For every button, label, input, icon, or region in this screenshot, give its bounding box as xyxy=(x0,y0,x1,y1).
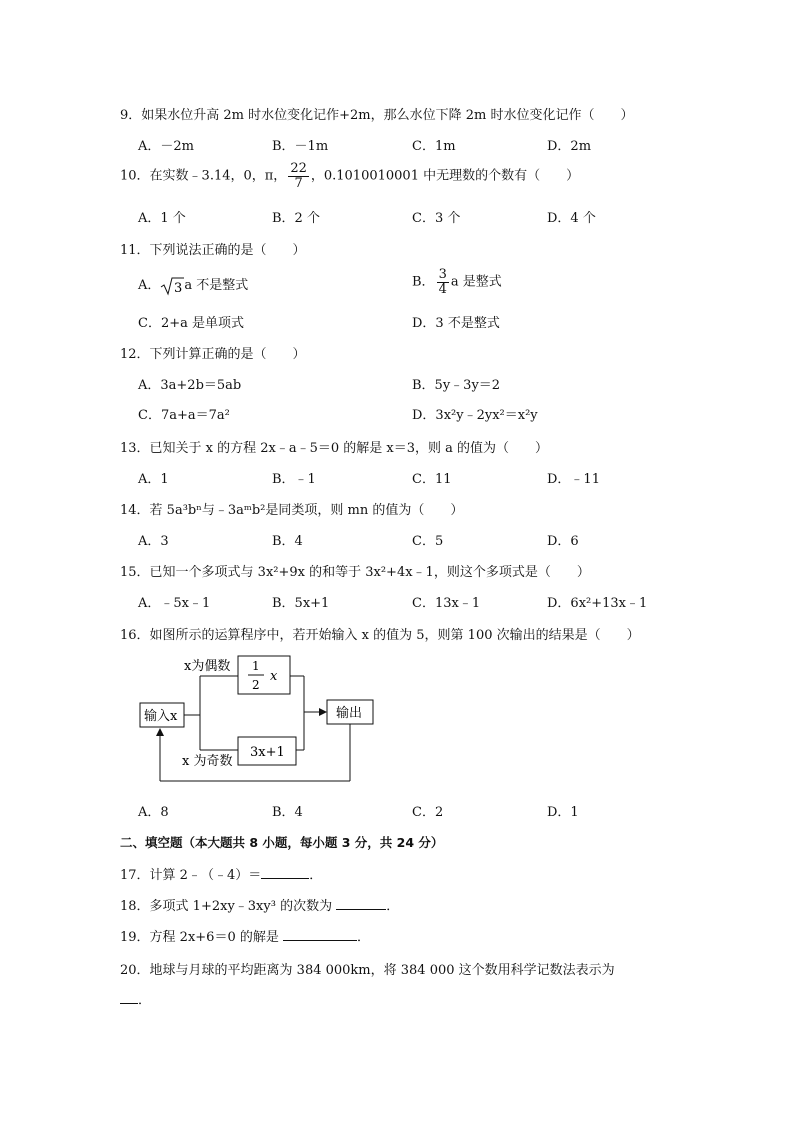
q17-answer-blank[interactable] xyxy=(261,878,309,879)
q11-option-a-label: A． xyxy=(138,278,161,293)
flow-input-label: 输入x xyxy=(144,709,178,724)
q12-option-b: B．5y﹣3y＝2 xyxy=(412,378,501,393)
q11-option-b xyxy=(412,268,502,296)
q12-option-d: D．3x²y﹣2yx²＝x²y xyxy=(412,408,538,423)
q19-line xyxy=(120,926,370,945)
q15-option-d: D．6x²+13x﹣1 xyxy=(547,596,648,611)
q18-period: ． xyxy=(386,899,400,914)
q11-stem: 11．下列说法正确的是（ ） xyxy=(120,243,306,258)
section-2-heading: 二、填空题（本大题共 8 小题，每小题 3 分，共 24 分） xyxy=(120,835,444,850)
q19-period: ． xyxy=(356,930,370,945)
flow-output-label: 输出 xyxy=(336,706,363,721)
q10-option-c: C．3 个 xyxy=(412,211,461,226)
q14-option-d: D．6 xyxy=(547,534,579,549)
flow-even-label: x为偶数 xyxy=(184,659,231,674)
q9-option-d: D．2m xyxy=(547,139,592,154)
q20-period: ． xyxy=(138,993,152,1008)
q10-option-d: D．4 个 xyxy=(547,211,596,226)
q11-option-b-fraction xyxy=(437,268,449,296)
q15-option-a: A．﹣5x﹣1 xyxy=(138,596,211,611)
q14-option-a: A．3 xyxy=(138,534,169,549)
q10-option-a: A．1 个 xyxy=(138,211,186,226)
flow-odd-label: x 为奇数 xyxy=(182,754,233,769)
q17-line xyxy=(120,864,322,883)
q16-stem: 16．如图所示的运算程序中，若开始输入 x 的值为 5，则第 100 次输出的结果是（ ） xyxy=(120,628,640,643)
q14-option-b: B．4 xyxy=(272,534,303,549)
q9-option-a: A．－2m xyxy=(138,139,194,154)
q12-stem: 12．下列计算正确的是（ ） xyxy=(120,347,306,362)
q10-fraction-denominator: 7 xyxy=(294,175,303,191)
q9-option-c: C．1m xyxy=(412,139,456,154)
q18-line xyxy=(120,895,399,914)
flow-half-denominator: 2 xyxy=(252,678,260,692)
flow-half-numerator: 1 xyxy=(252,659,260,673)
q16-option-c: C．2 xyxy=(412,805,444,820)
flow-triple-label: 3x+1 xyxy=(250,745,285,760)
q18-text: 18．多项式 1+2xy﹣3xy³ 的次数为 xyxy=(120,899,337,914)
q9-stem: 9．如果水位升高 2m 时水位变化记作+2m，那么水位下降 2m 时水位变化记作（ ） xyxy=(120,108,634,123)
q11-option-c: C．2+a 是单项式 xyxy=(138,316,244,331)
q15-option-c: C．13x﹣1 xyxy=(412,596,481,611)
q15-option-b: B．5x+1 xyxy=(272,596,330,611)
q16-option-a: A．8 xyxy=(138,805,169,820)
flow-half-variable: x xyxy=(270,669,278,684)
q14-option-c: C．5 xyxy=(412,534,444,549)
q11-option-a xyxy=(138,274,248,296)
q17-text: 17．计算 2﹣（﹣4）＝ xyxy=(120,868,262,883)
q12-option-c: C．7a+a＝7a² xyxy=(138,408,230,423)
q20-line-1: 20．地球与月球的平均距离为 384 000km，将 384 000 这个数用科学记数法表示为 xyxy=(120,963,615,978)
q11-option-b-label: B． xyxy=(412,274,435,290)
q16-option-b: B．4 xyxy=(272,805,303,820)
q11-option-d: D．3 不是整式 xyxy=(412,316,500,331)
q9-option-b: B．－1m xyxy=(272,139,329,154)
q11-option-b-text: a 是整式 xyxy=(450,274,502,290)
q13-option-d: D．﹣11 xyxy=(547,472,600,487)
q13-option-b: B．﹣1 xyxy=(272,472,316,487)
q10-suffix: ，0.1010010001 中无理数的个数有（ ） xyxy=(310,168,580,184)
q14-stem: 14．若 5a³bⁿ与﹣3aᵐb²是同类项，则 mn 的值为（ ） xyxy=(120,503,464,518)
q18-answer-blank[interactable] xyxy=(336,909,386,910)
q11-option-a-text: a 不是整式 xyxy=(184,278,249,293)
q19-answer-blank[interactable] xyxy=(283,940,357,941)
q10-option-b: B．2 个 xyxy=(272,211,320,226)
q13-stem: 13．已知关于 x 的方程 2x﹣a﹣5＝0 的解是 x＝3，则 a 的值为（ ） xyxy=(120,441,549,456)
q19-text: 19．方程 2x+6＝0 的解是 xyxy=(120,930,283,945)
q10-prefix: 10．在实数﹣3.14，0，π， xyxy=(120,168,287,184)
q11-option-b-denominator: 4 xyxy=(438,281,447,297)
q16-flowchart xyxy=(130,648,530,798)
q13-option-c: C．11 xyxy=(412,472,452,487)
q13-option-a: A．1 xyxy=(138,472,169,487)
q12-option-a: A．3a+2b＝5ab xyxy=(138,378,242,393)
q10-fraction xyxy=(288,162,309,190)
q20-answer-blank[interactable] xyxy=(120,1003,138,1004)
q15-stem: 15．已知一个多项式与 3x²+9x 的和等于 3x²+4x﹣1，则这个多项式是（ ） xyxy=(120,565,590,580)
q10-fraction-numerator: 22 xyxy=(290,161,307,176)
sqrt-3-symbol xyxy=(160,276,184,296)
q11-option-b-numerator: 3 xyxy=(438,267,447,282)
q20-line-2 xyxy=(120,989,151,1008)
q16-option-d: D．1 xyxy=(547,805,579,820)
svg-text:3: 3 xyxy=(174,280,183,296)
q17-period: ． xyxy=(309,868,323,883)
q10-stem xyxy=(120,162,579,190)
